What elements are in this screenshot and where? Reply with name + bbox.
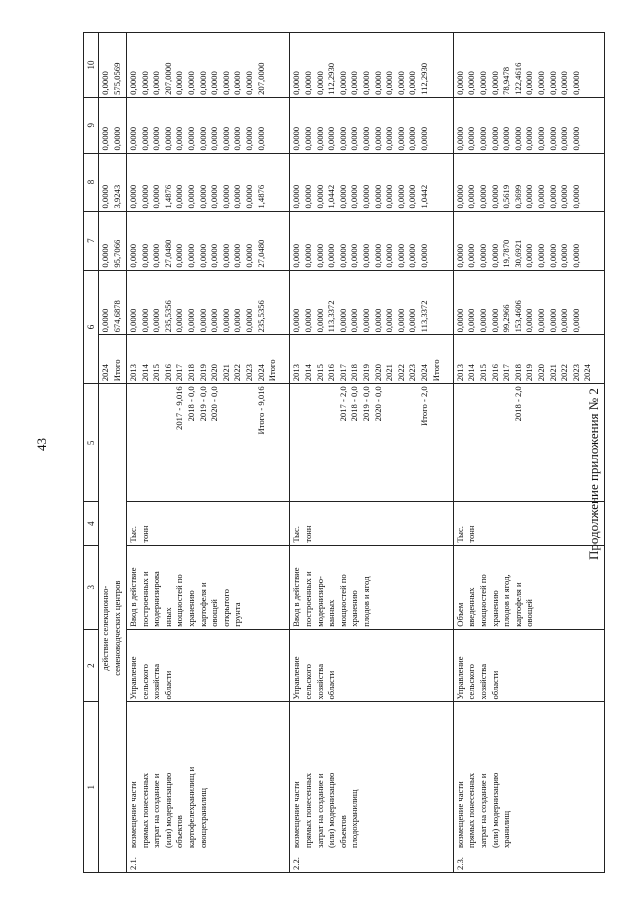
cell-value: 0,0000	[349, 308, 360, 333]
cell-value: 0,0000	[326, 126, 337, 151]
cell-value: 2018	[512, 364, 523, 382]
cell-value: 0,0000	[185, 71, 196, 95]
cell-value: 2016	[326, 364, 337, 382]
top-c6	[99, 270, 127, 335]
cell-value: 0,0000	[478, 71, 489, 95]
cell-value: 1,4876	[255, 184, 266, 209]
cell-value: 2015	[314, 364, 325, 382]
cell-value: 0,0000	[127, 126, 138, 151]
cell-value: 1,0442	[418, 184, 429, 209]
c10-cell	[453, 33, 604, 98]
cell-value: 0,0000	[360, 243, 371, 268]
cell-value: 207,0000	[162, 62, 173, 95]
table-row	[290, 33, 453, 873]
cell-value: 0,0000	[384, 126, 395, 151]
cell-value: 0,0000	[489, 126, 500, 151]
cell-value: 0,0000	[220, 126, 231, 151]
cell-value: 2018	[185, 364, 196, 382]
cell-value: 112,2930	[418, 62, 429, 95]
cell-value: 0,0000	[151, 308, 162, 333]
cell-value: 0,0000	[185, 308, 196, 333]
cell-value: 2021	[220, 364, 231, 382]
cell-value: 0,0000	[337, 308, 348, 333]
years-cell	[453, 335, 604, 384]
cell-value: 0,0000	[524, 184, 535, 209]
cell-value: 0,0000	[349, 184, 360, 209]
event-cell	[126, 702, 289, 873]
cell-value: 0,0000	[220, 308, 231, 333]
cell-value: 27,0480	[255, 239, 266, 268]
cell-value: 0,0000	[454, 243, 465, 268]
cell-value: 0,0000	[489, 184, 500, 209]
cell-value: Итого	[267, 359, 278, 382]
cell-value: 0,0000	[466, 243, 477, 268]
continuation-title: Продолжение приложения № 2	[586, 388, 601, 560]
cell-value: 0,0000	[360, 71, 371, 95]
cell-value: 0,0000	[209, 308, 220, 333]
cell-value: 0,0000	[100, 308, 111, 333]
cell-value: 0,0000	[547, 71, 558, 95]
cell-value: 0,0000	[466, 71, 477, 95]
cell-value: 2019	[524, 364, 535, 382]
event-cell	[453, 702, 604, 873]
cell-value: 0,0000	[478, 184, 489, 209]
cell-value: 2016	[489, 364, 500, 382]
row-number: 2.1.	[127, 857, 138, 870]
cell-value: 0,0000	[314, 243, 325, 268]
cell-value: 0,0000	[407, 308, 418, 333]
program-table	[83, 32, 605, 873]
event-text: возмещение части прямых понесенных затрат на создание и (или) модернизацию хранилищ	[454, 772, 512, 848]
cell-value: 0,0000	[360, 184, 371, 209]
table-row	[453, 33, 604, 873]
cell-value: 0,0000	[291, 243, 302, 268]
cell-value: 2014	[303, 364, 314, 382]
executor-cell: Управление сельского хозяйства области	[126, 629, 289, 702]
c7-cell	[126, 211, 289, 270]
top-c7	[99, 211, 127, 270]
row-number: 2.2.	[291, 857, 302, 870]
cell-value: 0,0000	[512, 126, 523, 151]
rotated-table-container	[83, 32, 605, 873]
col-header-5: 5	[84, 384, 99, 502]
cell-value: 2024	[582, 364, 593, 382]
cell-value: 575,0569	[111, 62, 122, 95]
cell-value: 2021	[547, 364, 558, 382]
cell-value: 0,0000	[314, 184, 325, 209]
cell-value: 0,0000	[524, 126, 535, 151]
cell-value: 0,0000	[220, 184, 231, 209]
cell-value: 0,0000	[466, 126, 477, 151]
cell-value: 0,0000	[384, 184, 395, 209]
cell-value: 1,0442	[326, 184, 337, 209]
top-c8	[99, 153, 127, 211]
cell-value: 0,0000	[570, 184, 581, 209]
cell-value: 0,0000	[127, 308, 138, 333]
cell-value: 0,0000	[139, 71, 150, 95]
cell-value: 0,0000	[291, 71, 302, 95]
indicator-cell: Ввод в действие построенных и модернизиро- ванных мощностей по хранению плодов и ягод	[290, 545, 453, 629]
cell-value: 0,0000	[570, 308, 581, 333]
cell-value: 0,0000	[314, 71, 325, 95]
cell-value: 0,0000	[337, 243, 348, 268]
cell-value: 0,0000	[151, 126, 162, 151]
cell-value: 0,0000	[197, 308, 208, 333]
cell-value: 0,0000	[139, 243, 150, 268]
cell-value: 0,0000	[162, 126, 173, 151]
cell-value: 0,0000	[407, 126, 418, 151]
cell-value: 2024	[100, 364, 111, 382]
cell-value: 0,0000	[360, 308, 371, 333]
c7-cell	[290, 211, 453, 270]
cell-value: 0,0000	[559, 71, 570, 95]
cell-value: 0,0000	[255, 126, 266, 151]
row-number: 2.3.	[454, 857, 465, 870]
cell-value: 0,0000	[559, 308, 570, 333]
cell-value: 0,0000	[384, 71, 395, 95]
cell-value: 0,0000	[151, 184, 162, 209]
cell-value: 2020	[536, 364, 547, 382]
cell-value: 0,0000	[349, 126, 360, 151]
cell-value: 0,0000	[100, 243, 111, 268]
cell-value: 2018	[349, 364, 360, 382]
cell-value: 0,0000	[349, 243, 360, 268]
cell-value: 0,0000	[536, 71, 547, 95]
cell-value: 0,0000	[418, 243, 429, 268]
cell-value: 0,0000	[395, 184, 406, 209]
years-cell	[126, 335, 289, 384]
cell-value: 0,0000	[243, 308, 254, 333]
cell-value: 0,0000	[349, 71, 360, 95]
cell-value: 0,0000	[547, 184, 558, 209]
cell-value: 0,0000	[337, 126, 348, 151]
cell-value: 0,0000	[100, 184, 111, 209]
cell-value: 0,0000	[372, 243, 383, 268]
cell-value: Итого	[430, 359, 441, 382]
cell-value: 0,0000	[127, 243, 138, 268]
cell-value: 95,7066	[111, 239, 122, 268]
cell-value: 0,0000	[536, 184, 547, 209]
cell-value: 27,0480	[162, 239, 173, 268]
cell-value: 2019	[360, 364, 371, 382]
cell-value: 0,0000	[478, 308, 489, 333]
cell-value: 2021	[384, 364, 395, 382]
table-row	[126, 33, 289, 873]
cell-value: 0,0000	[151, 71, 162, 95]
cell-value: 0,0000	[372, 126, 383, 151]
cell-value: 0,0000	[501, 126, 512, 151]
total-cell	[453, 270, 604, 335]
cell-value: 0,0000	[197, 126, 208, 151]
cell-value: 0,0000	[243, 184, 254, 209]
cell-value: 0,0000	[559, 243, 570, 268]
cell-value: 0,0000	[174, 71, 185, 95]
total-cell	[126, 270, 289, 335]
cell-value: 2023	[407, 364, 418, 382]
cell-value: 0,0000	[337, 184, 348, 209]
cell-value: 0,0000	[395, 71, 406, 95]
cell-value: 0,0000	[489, 308, 500, 333]
cell-value: 2013	[127, 364, 138, 382]
cell-value: 0,0000	[489, 71, 500, 95]
values-cell: 2017 - 2,0 2018 - 0,0 2019 - 0,0 2020 - 0,0 Итого - 2,0	[290, 384, 453, 502]
event-text: возмещение части прямых понесенных затрат на создание и (или) модернизацию объектов плодохранилищ	[291, 772, 360, 848]
cell-value: 0,0000	[570, 71, 581, 95]
cell-value: 0,0000	[384, 308, 395, 333]
col-header-1: 1	[84, 702, 99, 873]
cell-value: 0,0000	[303, 71, 314, 95]
cell-value: 0,0000	[466, 184, 477, 209]
cell-value: 153,4606	[512, 300, 523, 333]
cell-value: 0,0000	[291, 126, 302, 151]
cell-value: 0,0000	[395, 243, 406, 268]
cell-value: 0,0000	[372, 184, 383, 209]
cell-value: 0,0000	[209, 126, 220, 151]
cell-value: 0,0000	[174, 243, 185, 268]
cell-value: 0,0000	[243, 126, 254, 151]
cell-value: 78,9478	[501, 66, 512, 95]
cell-value: 2013	[291, 364, 302, 382]
cell-value: 0,0000	[111, 126, 122, 151]
unit-cell: Тыс. тонн	[453, 502, 604, 545]
cell-value: 0,0000	[395, 308, 406, 333]
cell-value: 0,0000	[314, 126, 325, 151]
cell-value: 0,0000	[100, 71, 111, 95]
cell-value: 0,0000	[197, 243, 208, 268]
cell-value: 0,0000	[303, 308, 314, 333]
indicator-cell: Ввод в действие построенных и модернизирова нных мощностей по хранению картофеля и овощей открытого грунта	[126, 545, 289, 629]
c8-cell	[453, 153, 604, 211]
cell-value: 0,0000	[220, 243, 231, 268]
cell-value: 0,0000	[559, 126, 570, 151]
cell-value: 0,0000	[232, 243, 243, 268]
cell-value: 0,0000	[127, 71, 138, 95]
cell-value: 0,0000	[291, 308, 302, 333]
values-cell: 2017 - 9,016 2018 - 0,0 2019 - 0,0 2020 - 0,0 Итого - 9,016	[126, 384, 289, 502]
event-cell	[290, 702, 453, 873]
cell-value: 674,6878	[111, 300, 122, 333]
top-fragment-row	[99, 33, 127, 873]
cell-value: 2024	[255, 364, 266, 382]
cell-value: 2020	[372, 364, 383, 382]
col-header-9: 9	[84, 97, 99, 153]
cell-value: 2022	[559, 364, 570, 382]
cell-value: 0,0000	[185, 184, 196, 209]
cell-value: 0,0000	[326, 243, 337, 268]
cell-value: 0,0000	[372, 71, 383, 95]
cell-value: 2014	[466, 364, 477, 382]
col-header-2: 2	[84, 629, 99, 702]
c9-cell	[290, 97, 453, 153]
cell-value: 0,0000	[314, 308, 325, 333]
cell-value: 235,5356	[162, 300, 173, 333]
cell-value: 112,2930	[326, 62, 337, 95]
section-heading: действие селекционно- семеноводческих центров	[99, 384, 127, 873]
cell-value: 2017	[501, 364, 512, 382]
cell-value: 0,0000	[454, 126, 465, 151]
cell-value: 0,0000	[139, 184, 150, 209]
cell-value: 0,0000	[243, 243, 254, 268]
cell-value: 2022	[395, 364, 406, 382]
cell-value: 0,0000	[291, 184, 302, 209]
cell-value: 0,0000	[570, 243, 581, 268]
col-header-8: 8	[84, 153, 99, 211]
cell-value: 0,0000	[185, 126, 196, 151]
cell-value: 0,0000	[303, 243, 314, 268]
cell-value: 0,0000	[303, 126, 314, 151]
cell-value: 0,0000	[209, 184, 220, 209]
cell-value: 0,0000	[151, 243, 162, 268]
executor-cell: Управление сельского хозяйства области	[290, 629, 453, 702]
cell-value: 122,4616	[512, 62, 523, 95]
cell-value: 0,0000	[489, 243, 500, 268]
event-text: возмещение части прямых понесенных затрат на создание и (или) модернизацию объектов картофелехранилищ и овощехранилищ	[127, 766, 208, 848]
cell-value: 0,0000	[174, 308, 185, 333]
cell-value: 0,0000	[337, 71, 348, 95]
page-number: 43	[34, 438, 49, 451]
cell-value: 0,0000	[536, 126, 547, 151]
top-c10	[99, 33, 127, 98]
cell-value: 0,0000	[232, 308, 243, 333]
cell-value: 235,5356	[255, 300, 266, 333]
cell-value: 2023	[243, 364, 254, 382]
cell-value: 207,0000	[255, 62, 266, 95]
cell-value: 0,0000	[209, 243, 220, 268]
cell-value: 0,0000	[100, 126, 111, 151]
top-c9	[99, 97, 127, 153]
cell-value: 0,0000	[197, 71, 208, 95]
cell-value: 2017	[337, 364, 348, 382]
cell-value: 0,0000	[384, 243, 395, 268]
cell-value: 0,0000	[232, 184, 243, 209]
cell-value: 0,0000	[127, 184, 138, 209]
cell-value: 0,0000	[536, 308, 547, 333]
cell-value: 0,0000	[139, 308, 150, 333]
c9-cell	[453, 97, 604, 153]
c10-cell	[126, 33, 289, 98]
c9-cell	[126, 97, 289, 153]
col-header-10: 10	[84, 33, 99, 98]
cell-value: 0,0000	[454, 71, 465, 95]
cell-value: 0,0000	[243, 71, 254, 95]
cell-value: 0,0000	[174, 184, 185, 209]
cell-value: 1,4876	[162, 184, 173, 209]
cell-value: 0,0000	[407, 243, 418, 268]
indicator-cell: Объем введенных мощностей по хранению плодов и ягод, картофеля и овощей	[453, 545, 604, 629]
cell-value: 0,0000	[174, 126, 185, 151]
cell-value: 2017	[174, 364, 185, 382]
cell-value: 0,0000	[407, 184, 418, 209]
cell-value: 2023	[570, 364, 581, 382]
col-header-7: 7	[84, 211, 99, 270]
cell-value: 0,0000	[536, 243, 547, 268]
cell-value: 99,2966	[501, 304, 512, 333]
total-cell	[290, 270, 453, 335]
c10-cell	[290, 33, 453, 98]
values-cell: 2018 - 2,0	[453, 384, 604, 502]
cell-value: 30,6921	[512, 239, 523, 268]
cell-value: 0,0000	[478, 243, 489, 268]
c8-cell	[126, 153, 289, 211]
cell-value: 2022	[232, 364, 243, 382]
cell-value: 19,7870	[501, 239, 512, 268]
cell-value: 0,0000	[220, 71, 231, 95]
col-header-3: 3	[84, 545, 99, 629]
cell-value: 2013	[454, 364, 465, 382]
cell-value: 0,0000	[559, 184, 570, 209]
cell-value: 0,0000	[547, 308, 558, 333]
cell-value: 2015	[151, 364, 162, 382]
cell-value: 0,3699	[512, 184, 523, 209]
cell-value: 0,0000	[454, 308, 465, 333]
cell-value: 0,0000	[407, 71, 418, 95]
cell-value: 0,0000	[372, 308, 383, 333]
cell-value: 0,0000	[303, 184, 314, 209]
cell-value: 2016	[162, 364, 173, 382]
cell-value: 0,5619	[501, 184, 512, 209]
cell-value: Итого	[111, 359, 122, 382]
cell-value: 0,0000	[466, 308, 477, 333]
cell-value: 0,0000	[547, 126, 558, 151]
unit-cell: Тыс. тонн	[126, 502, 289, 545]
cell-value: 0,0000	[197, 184, 208, 209]
cell-value: 0,0000	[395, 126, 406, 151]
cell-value: 0,0000	[139, 126, 150, 151]
cell-value: 0,0000	[360, 126, 371, 151]
cell-value: 0,0000	[524, 243, 535, 268]
cell-value: 0,0000	[232, 126, 243, 151]
cell-value: 0,0000	[478, 126, 489, 151]
cell-value: 0,0000	[232, 71, 243, 95]
c8-cell	[290, 153, 453, 211]
cell-value: 2019	[197, 364, 208, 382]
cell-value: 0,0000	[454, 184, 465, 209]
executor-cell: Управление сельского хозяйства области	[453, 629, 604, 702]
cell-value: 0,0000	[418, 126, 429, 151]
cell-value: 0,0000	[524, 308, 535, 333]
col-header-4: 4	[84, 502, 99, 545]
cell-value: 0,0000	[570, 126, 581, 151]
cell-value: 2015	[478, 364, 489, 382]
years-cell	[290, 335, 453, 384]
cell-value: 0,0000	[524, 71, 535, 95]
cell-value: 113,3372	[418, 300, 429, 333]
unit-cell: Тыс. тонн	[290, 502, 453, 545]
cell-value: 0,0000	[547, 243, 558, 268]
cell-value: 2020	[209, 364, 220, 382]
cell-value: 3,9243	[111, 184, 122, 209]
header-row	[84, 33, 99, 873]
cell-value: 0,0000	[185, 243, 196, 268]
c7-cell	[453, 211, 604, 270]
cell-value: 2014	[139, 364, 150, 382]
cell-value: 0,0000	[209, 71, 220, 95]
col-header-6: 6	[84, 270, 99, 384]
cell-value: 113,3372	[326, 300, 337, 333]
cell-value: 2024	[418, 364, 429, 382]
top-years	[99, 335, 127, 384]
